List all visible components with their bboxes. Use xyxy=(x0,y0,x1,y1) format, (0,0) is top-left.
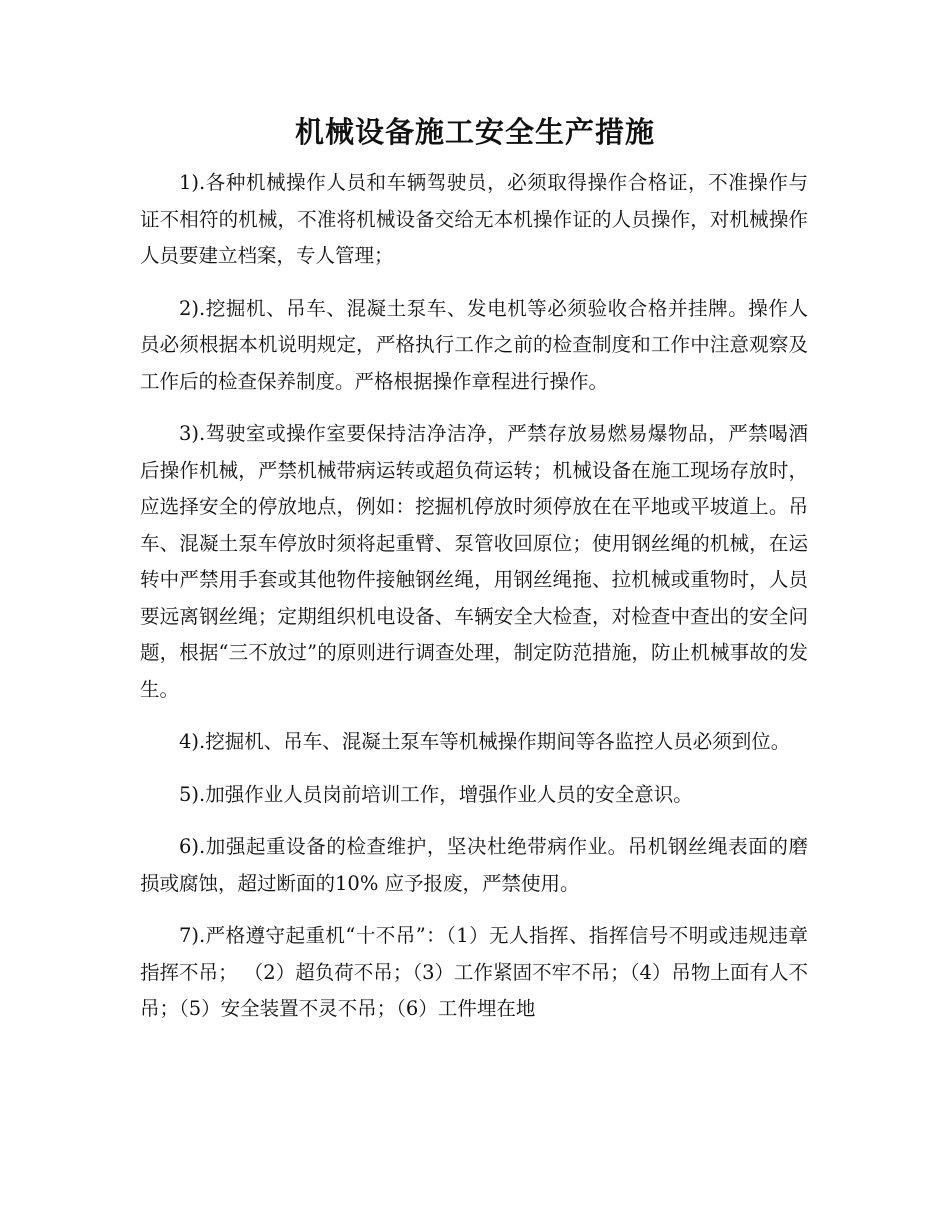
paragraph-6: 6).加强起重设备的检查维护，坚决杜绝带病作业。吊机钢丝绳表面的磨损或腐蚀，超过断面的10% 应予报废，严禁使用。 xyxy=(140,835,808,895)
paragraph-7: 7).严格遵守起重机“十不吊”：（1）无人指挥、指挥信号不明或违规违章指挥不吊； （2）超负荷不吊；（3）工作紧固不牢不吊；（4）吊物上面有人不吊；（5）安全装置不灵不吊；（6）工件埋在地 xyxy=(140,924,808,1020)
document-title: 机械设备施工安全生产措施 xyxy=(294,115,655,149)
paragraph-5: 5).加强作业人员岗前培训工作，增强作业人员的安全意识。 xyxy=(179,782,693,806)
paragraph-4: 4).挖掘机、吊车、混凝土泵车等机械操作期间等各监控人员必须到位。 xyxy=(179,730,791,753)
paragraph-2: 2).挖掘机、吊车、混凝土泵车、发电机等必须验收合格并挂牌。操作人员必须根据本机说明规定，严格执行工作之前的检查制度和工作中注意观察及工作后的检查保养制度。严格根据操作章程进行操作。 xyxy=(140,296,808,393)
paragraph-3: 3).驾驶室或操作室要保持洁净洁净，严禁存放易燃易爆物品，严禁喝酒后操作机械，严禁机械带病运转或超负荷运转；机械设备在施工现场存放时，应选择安全的停放地点，例如：挖掘机停放时须停放在在平地或平坡道上。吊车、混凝土泵车停放时须将起重臂、泵管收回原位；使用钢丝绳的机械，在运转中严禁用手套或其他物件接触钢丝绳，用钢丝绳拖、拉机械或重物时，人员要远离钢丝绳；定期组织机电设备、车辆安全大检查，对检查中查出的安全问题，根据“三不放过”的原则进行调查处理，制定防范措施，防止机械事故的发生。 xyxy=(140,422,808,701)
document-body xyxy=(140,165,808,1044)
paragraph-1: 1).各种机械操作人员和车辆驾驶员，必须取得操作合格证，不准操作与证不相符的机械，不准将机械设备交给无本机操作证的人员操作，对机械操作人员要建立档案，专人管理； xyxy=(140,171,808,267)
